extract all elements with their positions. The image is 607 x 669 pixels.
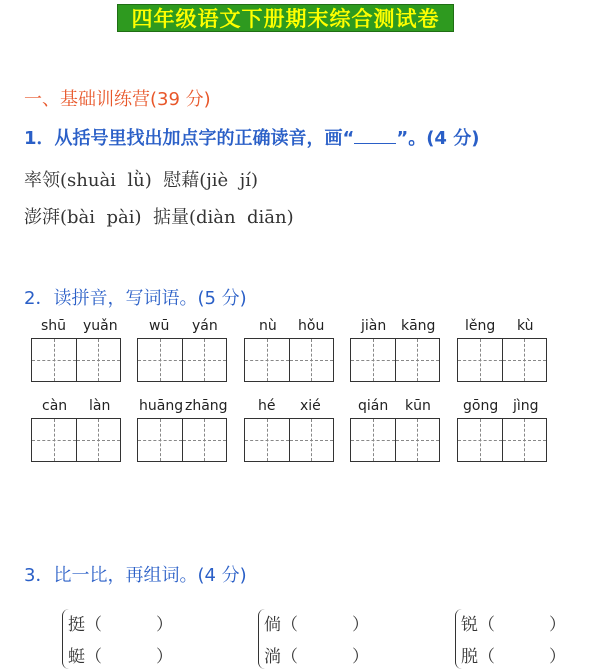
pinyin: gōng — [463, 398, 499, 414]
pinyin: kūn — [405, 398, 431, 414]
pinyin: jìng — [513, 398, 539, 414]
compare-item[interactable]: 挺（ ） — [68, 615, 174, 635]
writing-grid[interactable] — [244, 338, 334, 382]
question-1-text-end: ”。(4 分) — [396, 128, 480, 149]
pinyin: yuǎn — [83, 318, 118, 334]
writing-grid[interactable] — [457, 338, 547, 382]
q1-row-1: 率领(shuài lǜ) 慰藉(jiè jí) — [24, 170, 259, 191]
pinyin: xié — [300, 398, 321, 414]
pinyin: lěng — [465, 318, 496, 334]
pinyin: kāng — [401, 318, 436, 334]
pinyin: càn — [42, 398, 68, 414]
page-title: 四年级语文下册期末综合测试卷 — [117, 4, 454, 32]
pinyin: nù — [259, 318, 277, 334]
pinyin: hé — [258, 398, 276, 414]
q1-row-2: 澎湃(bài pài) 掂量(diàn diān) — [24, 207, 294, 228]
section-heading: 一、基础训练营(39 分) — [24, 89, 211, 110]
pinyin: yán — [192, 318, 218, 334]
writing-grid[interactable] — [350, 338, 440, 382]
pinyin: kù — [517, 318, 534, 334]
writing-grid[interactable] — [31, 338, 121, 382]
writing-grid[interactable] — [137, 338, 227, 382]
pinyin: hǒu — [298, 318, 325, 334]
pinyin: wū — [149, 318, 170, 334]
question-3: 3．比一比，再组词。(4 分) — [24, 565, 247, 586]
pinyin: jiàn — [361, 318, 387, 334]
compare-item[interactable]: 锐（ ） — [461, 615, 567, 635]
compare-item[interactable]: 脱（ ） — [461, 647, 567, 667]
compare-item[interactable]: 淌（ ） — [264, 647, 370, 667]
compare-item[interactable]: 蜓（ ） — [68, 647, 174, 667]
answer-blank — [354, 127, 396, 144]
writing-grid[interactable] — [350, 418, 440, 462]
question-1-text: 1．从括号里找出加点字的正确读音，画“ — [24, 128, 355, 149]
pinyin: zhāng — [185, 398, 228, 414]
writing-grid[interactable] — [244, 418, 334, 462]
writing-grid[interactable] — [31, 418, 121, 462]
pinyin: qián — [358, 398, 389, 414]
pinyin: làn — [89, 398, 111, 414]
pinyin: shū — [41, 318, 67, 334]
writing-grid[interactable] — [137, 418, 227, 462]
question-2: 2．读拼音，写词语。(5 分) — [24, 288, 247, 309]
writing-grid[interactable] — [457, 418, 547, 462]
compare-item[interactable]: 倘（ ） — [264, 615, 370, 635]
question-1 — [24, 124, 479, 150]
pinyin: huāng — [139, 398, 184, 414]
